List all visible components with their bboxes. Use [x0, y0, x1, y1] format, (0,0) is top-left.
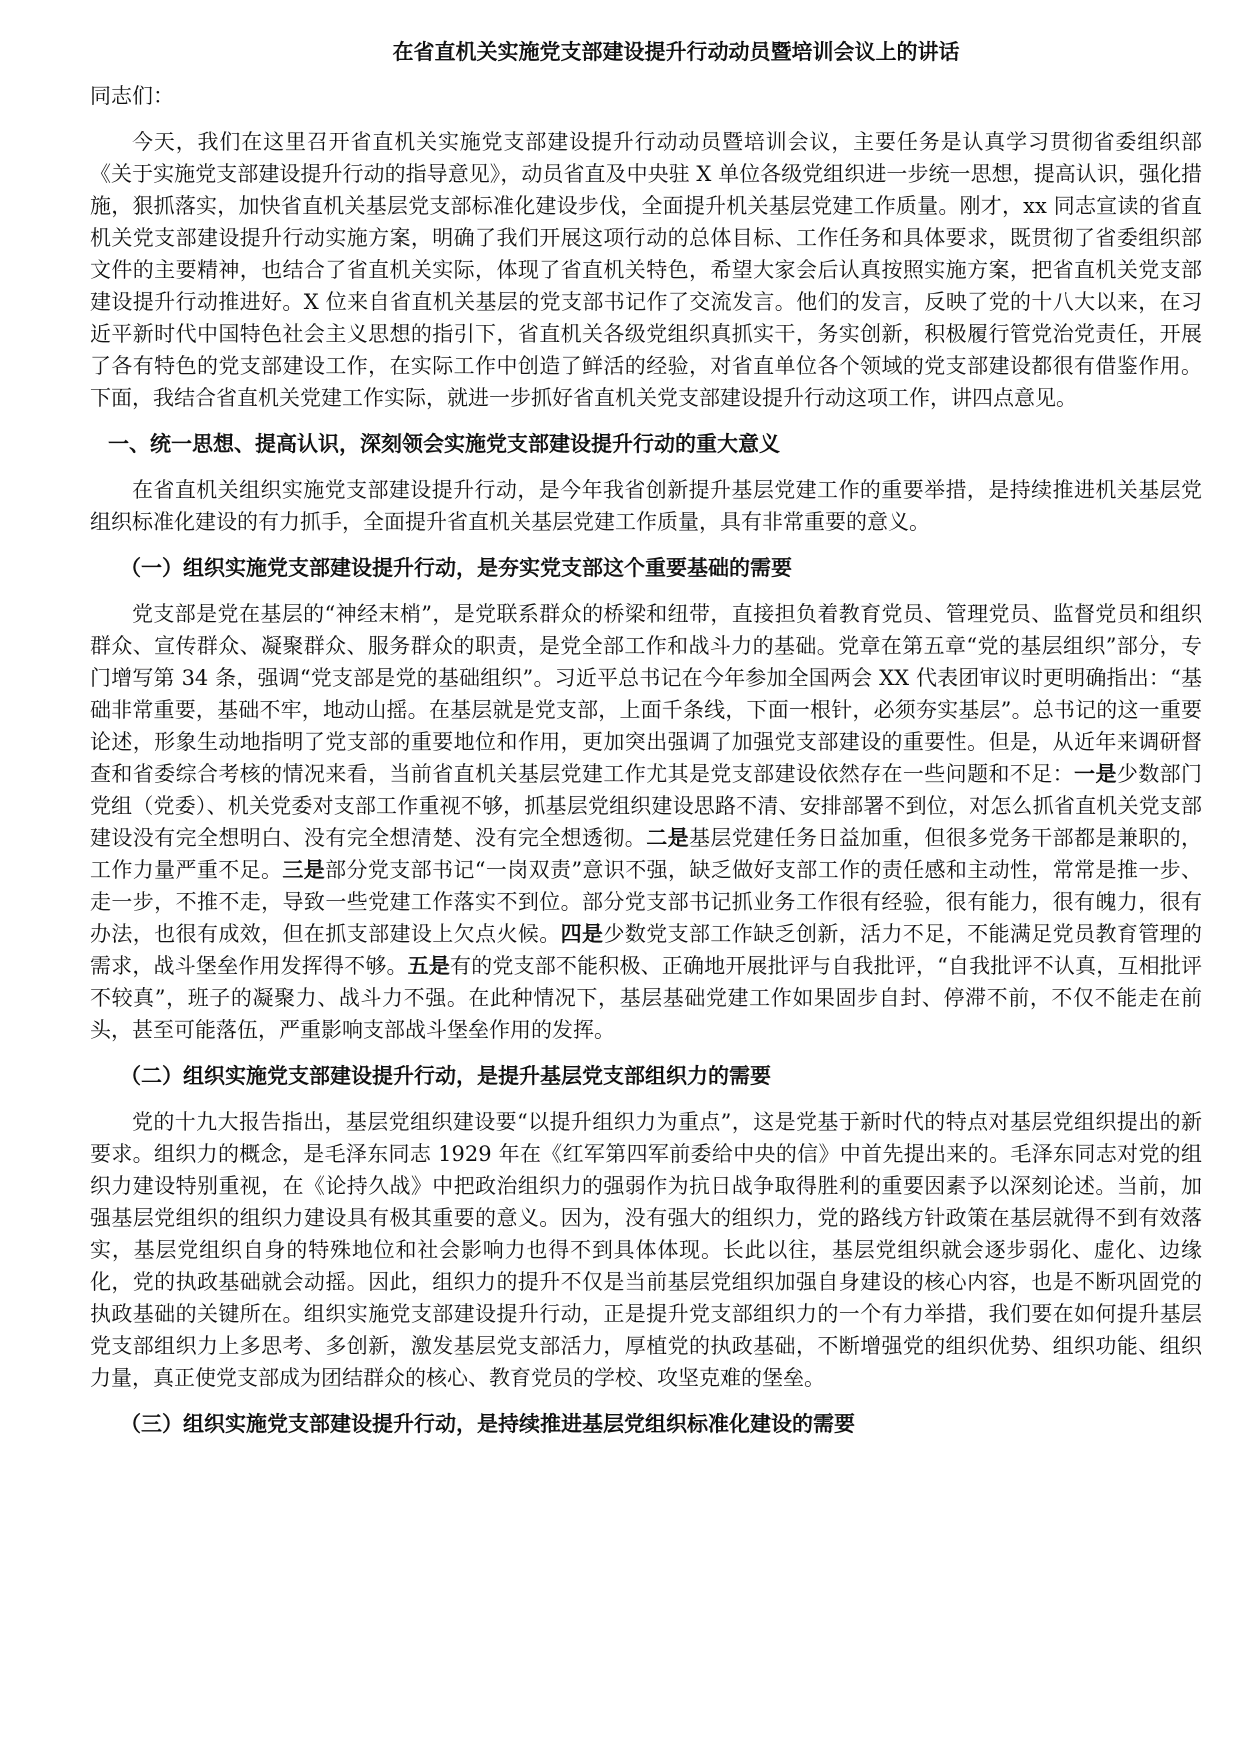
subsection-1-heading: （一）组织实施党支部建设提升行动，是夯实党支部这个重要基础的需要 [120, 555, 792, 580]
point-text-4: 少数党支部工作缺乏创新，活力不足，不能满足党员教育管理的需求，战斗堡垒作用发挥得不够。 [90, 922, 1203, 978]
intro-paragraph: 今天，我们在这里召开省直机关实施党支部建设提升行动动员暨培训会议，主要任务是认真学习贯彻省委组织部《关于实施党支部建设提升行动的指导意见》，动员省直及中央驻 X 单位各级党组织进一步统一思想，提高认识，强化措施，狠抓落实，加快省直机关基层党支部标准化建设步伐，全面提升机关基层党建工作质量。刚才，xx 同志宣读的省直机关党支部建设提升行动实施方案，明确了我们开展这项行动的总体目标、工作任务和具体要求，既贯彻了省委组织部文件的主要精神，也结合了省直机关实际，体现了省直机关特色，希望大家会后认真按照实施方案，把省直机关党支部建设提升行动推进好。X 位来自省直机关基层的党支部书记作了交流发言。他们的发言，反映了党的十八大以来，在习近平新时代中国特色社会主义思想的指引下，省直机关各级党组织真抓实干，务实创新，积极履行管党治党责任，开展了各有特色的党支部建设工作，在实际工作中创造了鲜活的经验，对省直单位各个领域的党支部建设都很有借鉴作用。下面，我结合省直机关党建工作实际，就进一步抓好省直机关党支部建设提升行动这项工作，讲四点意见。 [90, 130, 1202, 410]
subsection-1-text-lead: 党支部是党在基层的“神经末梢”，是党联系群众的桥梁和纽带，直接担负着教育党员、管理党员、监督党员和组织群众、宣传群众、凝聚群众、服务群众的职责，是党全部工作和战斗力的基础。党章在第五章“党的基层组织”部分，专门增写第 34 条，强调“党支部是党的基础组织”。习近平总书记在今年参加全国两会 XX 代表团审议时更明确指出：“基础非常重要，基础不牢，地动山摇。在基层就是党支部，上面千条线，下面一根针，必须夯实基层”。总书记的这一重要论述，形象生动地指明了党支部的重要地位和作用，更加突出强调了加强党支部建设的重要性。但是，从近年来调研督查和省委综合考核的情况来看，当前省直机关基层党建工作尤其是党支部建设依然存在一些问题和不足： [90, 602, 1202, 786]
document-title: 在省直机关实施党支部建设提升行动动员暨培训会议上的讲话 [392, 39, 960, 64]
section-1-heading: 一、统一思想、提高认识，深刻领会实施党支部建设提升行动的重大意义 [108, 431, 780, 456]
point-marker-4: 四是 [560, 921, 604, 946]
point-marker-1: 一是 [1074, 761, 1117, 786]
point-text-5: 有的党支部不能积极、正确地开展批评与自我批评，“自我批评不认真，互相批评不较真”，班子的凝聚力、战斗力不强。在此种情况下，基层基础党建工作如果固步自封、停滞不前，不仅不能走在前头，甚至可能落伍，严重影响支部战斗堡垒作用的发挥。 [90, 954, 1203, 1042]
salutation: 同志们： [90, 84, 174, 108]
subsection-2-paragraph: 党的十九大报告指出，基层党组织建设要“以提升组织力为重点”，这是党基于新时代的特点对基层党组织提出的新要求。组织力的概念，是毛泽东同志 1929 年在《红军第四军前委给中央的信》中首先提出来的。毛泽东同志对党的组织力建设特别重视，在《论持久战》中把政治组织力的强弱作为抗日战争取得胜利的重要因素予以深刻论述。当前，加强基层党组织的组织力建设具有极其重要的意义。因为，没有强大的组织力，党的路线方针政策在基层就得不到有效落实，基层党组织自身的特殊地位和社会影响力也得不到具体体现。长此以往，基层党组织就会逐步弱化、虚化、边缘化，党的执政基础就会动摇。因此，组织力的提升不仅是当前基层党组织加强自身建设的核心内容，也是不断巩固党的执政基础的关键所在。组织实施党支部建设提升行动，正是提升党支部组织力的一个有力举措，我们要在如何提升基层党支部组织力上多思考、多创新，激发基层党支部活力，厚植党的执政基础，不断增强党的组织优势、组织功能、组织力量，真正使党支部成为团结群众的核心、教育党员的学校、攻坚克难的堡垒。 [90, 1110, 1202, 1390]
subsection-1-paragraph [90, 598, 1202, 1046]
point-text-3: 部分党支部书记“一岗双责”意识不强，缺乏做好支部工作的责任感和主动性，常常是推一步、走一步，不推不走，导致一些党建工作落实不到位。部分党支部书记抓业务工作很有经验，很有能力，很有魄力，很有办法，也很有成效，但在抓支部建设上欠点火候。 [90, 858, 1203, 946]
point-marker-2: 二是 [646, 825, 689, 850]
point-text-1: 少数部门党组（党委）、机关党委对支部工作重视不够，抓基层党组织建设思路不清、安排部署不到位，对怎么抓省直机关党支部建设没有完全想明白、没有完全想清楚、没有完全想透彻。 [90, 762, 1203, 850]
subsection-3-heading: （三）组织实施党支部建设提升行动，是持续推进基层党组织标准化建设的需要 [120, 1411, 855, 1436]
point-text-2: 基层党建任务日益加重，但很多党务干部都是兼职的，工作力量严重不足。 [90, 826, 1203, 882]
subsection-2-heading: （二）组织实施党支部建设提升行动，是提升基层党支部组织力的需要 [120, 1063, 771, 1088]
point-marker-5: 五是 [407, 953, 451, 978]
point-marker-3: 三是 [282, 857, 326, 882]
section-1-intro-paragraph: 在省直机关组织实施党支部建设提升行动，是今年我省创新提升基层党建工作的重要举措，是持续推进机关基层党组织标准化建设的有力抓手，全面提升省直机关基层党建工作质量，具有非常重要的意义。 [90, 478, 1202, 534]
